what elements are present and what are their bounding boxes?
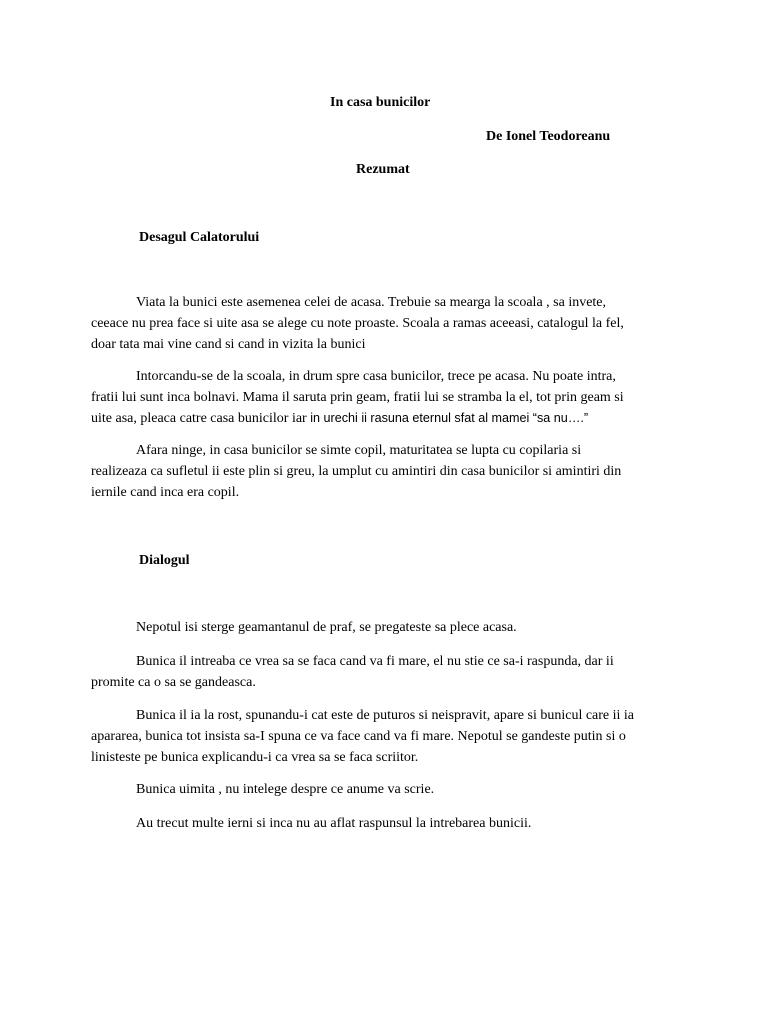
- paragraph-line: Bunica il intreaba ce vrea sa se faca cand va fi mare, el nu stie ce sa-i raspunda, dar ii: [136, 654, 614, 669]
- section-heading-desagul: Desagul Calatorului: [139, 230, 260, 245]
- paragraph-line: doar tata mai vine cand si cand in vizita la bunici: [91, 337, 366, 352]
- paragraph: [91, 813, 681, 834]
- paragraph: [91, 366, 681, 429]
- paragraph: [91, 292, 681, 355]
- paragraph: [91, 440, 681, 503]
- section-heading-dialogul: Dialogul: [139, 553, 190, 568]
- paragraph-line: Au trecut multe ierni si inca nu au aflat raspunsul la intrebarea bunicii.: [136, 816, 532, 831]
- author-line: De Ionel Teodoreanu: [486, 129, 611, 144]
- paragraph-line: Bunica il ia la rost, spunandu-i cat este de puturos si neispravit, apare si bunicul care ii ia: [136, 708, 635, 723]
- paragraph-line: ceeace nu prea face si uite asa se alege cu note proaste. Scoala a ramas aceeasi, catalogul la fel,: [91, 316, 624, 331]
- paragraph: [91, 779, 681, 800]
- paragraph-line: promite ca o sa se gandeasca.: [91, 675, 256, 690]
- subtitle: Rezumat: [356, 162, 410, 177]
- paragraph-line: realizeaza ca sufletul ii este plin si greu, la umplut cu amintiri din casa bunicilor si amintiri din: [91, 464, 622, 479]
- paragraph: [91, 651, 681, 693]
- paragraph-line-start: uite asa, pleaca catre casa bunicilor iar: [91, 411, 311, 426]
- paragraph: [91, 617, 681, 638]
- paragraph-line: iernile cand inca era copil.: [91, 485, 240, 500]
- paragraph-line: Bunica uimita , nu intelege despre ce anume va scrie.: [136, 782, 435, 797]
- paragraph-line: [91, 408, 681, 429]
- paragraph-line: Intorcandu-se de la scoala, in drum spre casa bunicilor, trece pe acasa. Nu poate intra,: [136, 369, 616, 384]
- document-title: In casa bunicilor: [330, 95, 431, 110]
- paragraph-line: linisteste pe bunica explicandu-i ca vrea sa se faca scriitor.: [91, 750, 419, 765]
- quoted-advice: in urechi ii rasuna eternul sfat al mamei “sa nu….”: [310, 411, 589, 425]
- paragraph-line: Nepotul isi sterge geamantanul de praf, se pregateste sa plece acasa.: [136, 620, 517, 635]
- paragraph-line: Viata la bunici este asemenea celei de acasa. Trebuie sa mearga la scoala , sa invete,: [136, 295, 607, 310]
- paragraph-line: apararea, bunica tot insista sa-I spuna ce va face cand va fi mare. Nepotul se gandeste putin si o: [91, 729, 626, 744]
- paragraph-line: Afara ninge, in casa bunicilor se simte copil, maturitatea se lupta cu copilaria si: [136, 443, 582, 458]
- paragraph: [91, 705, 681, 768]
- paragraph-line: fratii lui sunt inca bolnavi. Mama il saruta prin geam, fratii lui se stramba la el, tot prin geam si: [91, 390, 624, 405]
